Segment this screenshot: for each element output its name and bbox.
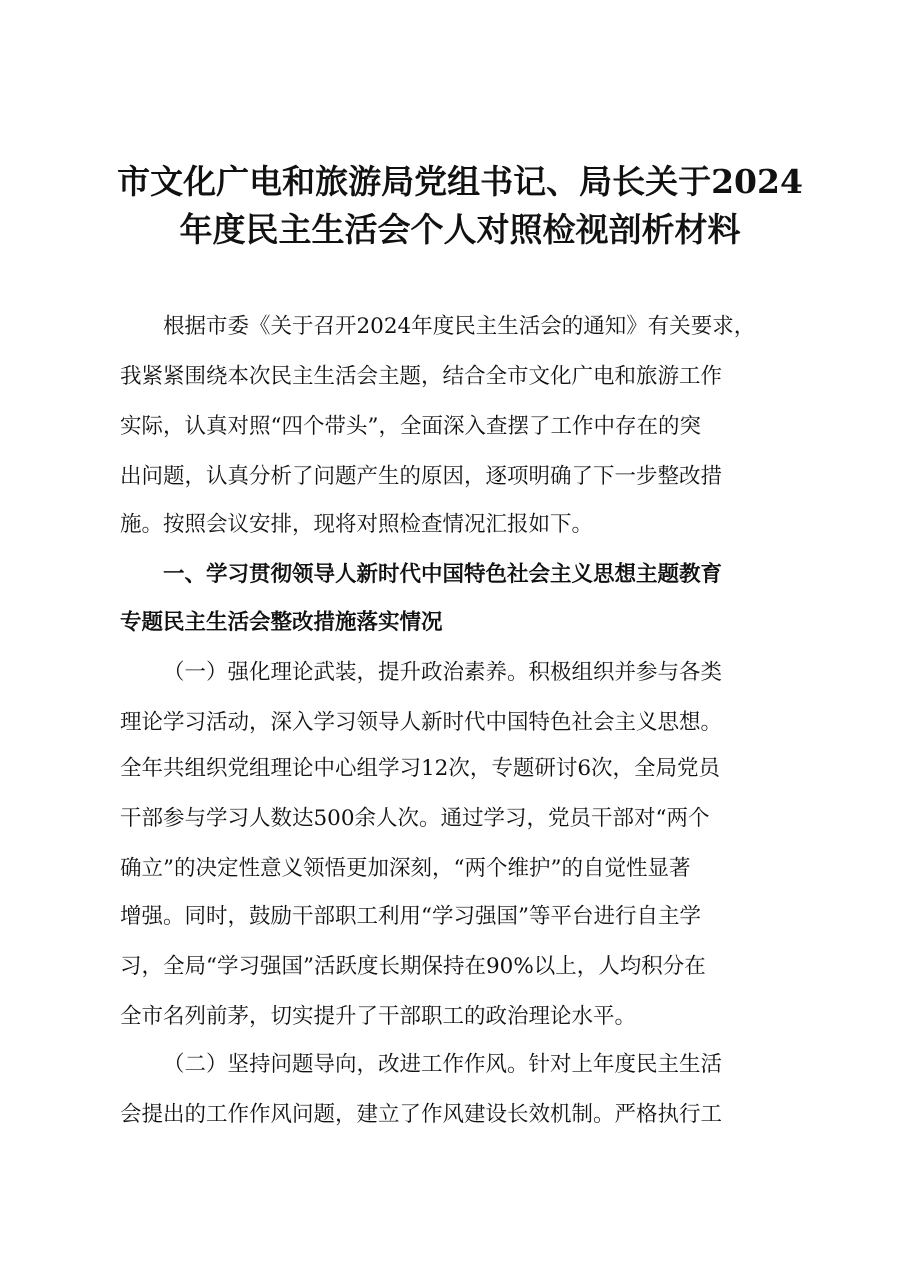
intro-paragraph-line-1: 根据市委《关于召开2024年度民主生活会的通知》有关要求， xyxy=(163,314,756,339)
subsection-1-line-3: 全年共组织党组理论中心组学习12次，专题研讨6次，全局党员 xyxy=(120,756,721,781)
document-title-line-1: 市文化广电和旅游局党组书记、局长关于2024 xyxy=(117,162,803,201)
subsection-1-line-8: 全市名列前茅，切实提升了干部职工的政治理论水平。 xyxy=(120,1004,637,1029)
section-heading-line-2: 专题民主生活会整改措施落实情况 xyxy=(120,610,443,635)
subsection-1-line-1: （一）强化理论武装，提升政治素养。积极组织并参与各类 xyxy=(163,660,723,685)
subsection-1-line-5: 确立”的决定性意义领悟更加深刻，“两个维护”的自觉性显著 xyxy=(120,856,691,881)
subsection-1-line-4: 干部参与学习人数达500余人次。通过学习，党员干部对“两个 xyxy=(120,806,710,831)
subsection-2-line-2: 会提出的工作作风问题，建立了作风建设长效机制。严格执行工 xyxy=(120,1102,723,1127)
intro-paragraph-line-5: 施。按照会议安排，现将对照检查情况汇报如下。 xyxy=(120,512,594,537)
subsection-2-line-1: （二）坚持问题导向，改进工作作风。针对上年度民主生活 xyxy=(163,1052,723,1077)
section-heading-line-1: 一、学习贯彻领导人新时代中国特色社会主义思想主题教育 xyxy=(163,562,723,587)
subsection-1-line-7: 习，全局“学习强国”活跃度长期保持在90%以上，人均积分在 xyxy=(120,954,706,979)
intro-paragraph-line-4: 出问题，认真分析了问题产生的原因，逐项明确了下一步整改措 xyxy=(120,464,723,489)
document-title-line-2: 年度民主生活会个人对照检视剖析材料 xyxy=(179,210,741,249)
subsection-1-line-6: 增强。同时，鼓励干部职工利用“学习强国”等平台进行自主学 xyxy=(120,904,701,929)
intro-paragraph-line-3: 实际，认真对照“四个带头”，全面深入查摆了工作中存在的突 xyxy=(120,414,701,439)
intro-paragraph-line-2: 我紧紧围绕本次民主生活会主题，结合全市文化广电和旅游工作 xyxy=(120,364,723,389)
subsection-1-line-2: 理论学习活动，深入学习领导人新时代中国特色社会主义思想。 xyxy=(120,710,723,735)
